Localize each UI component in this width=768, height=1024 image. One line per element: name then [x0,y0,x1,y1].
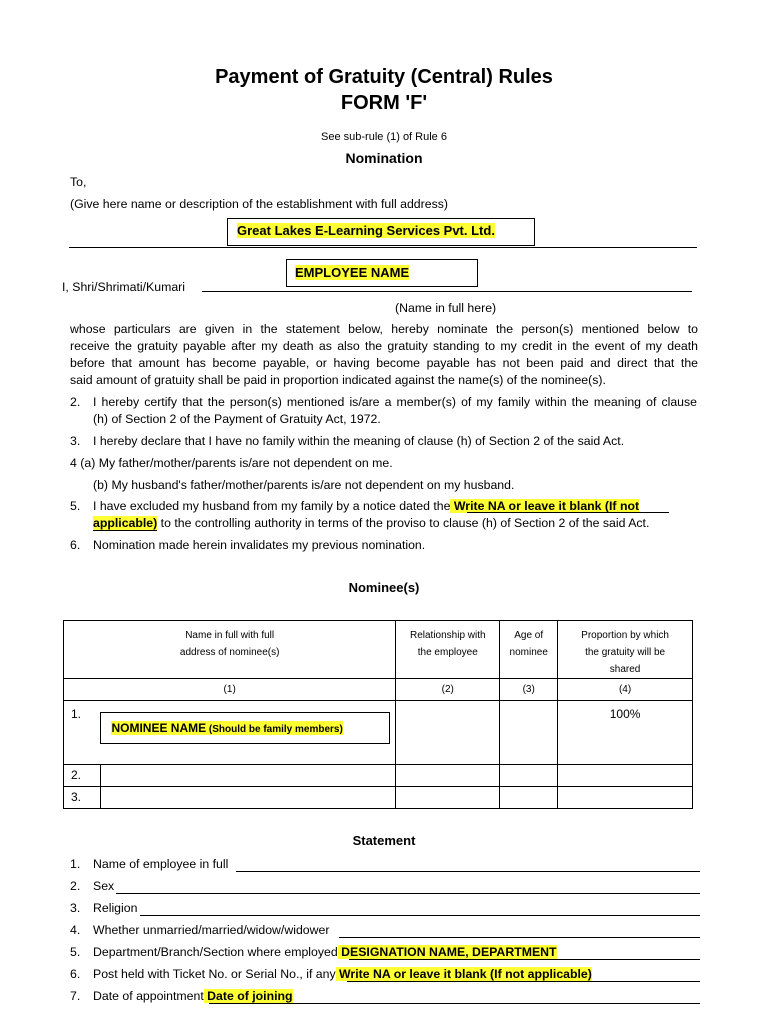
statement-label: Department/Branch/Section where employed [93,945,338,959]
row2-proportion [558,765,693,787]
statement-line-5 [349,959,700,960]
item5-line2 [93,515,649,532]
statement-line-7 [209,1003,700,1004]
item6-text: Nomination made herein invalidates my previous nomination. [93,538,426,552]
table-number-row [64,679,693,701]
para1-line2: receive the gratuity payable after my death as also the gratuity standing to my credit in the event of my death [70,339,698,353]
declarant-prefix: I, Shri/Shrimati/Kumari [62,280,185,294]
address-line [69,247,697,248]
item2-line2: (h) of Section 2 of the Payment of Gratuity Act, 1972. [93,412,381,426]
statement-line-2 [116,893,700,894]
statement-label: Whether unmarried/married/widow/widower [93,923,330,937]
statement-line-1 [236,871,700,872]
table-row [64,787,693,809]
nomination-heading: Nomination [345,150,423,166]
col-proportion-header: Proportion by which the gratuity will be shared [558,621,693,679]
form-title: Payment of Gratuity (Central) Rules [215,66,553,88]
row3-relationship [396,787,500,809]
nominee-name: NOMINEE NAME (Should be family members) [111,721,343,735]
col-number-3: (3) [500,679,558,701]
name-hint: (Name in full here) [395,301,497,315]
statement-number: 3. [70,901,81,915]
nominee-name-box [100,712,390,744]
establishment-name: Great Lakes E-Learning Services Pvt. Ltd. [237,223,495,238]
statement-number: 4. [70,923,81,937]
to-label: To, [70,175,87,189]
item2-line1: I hereby certify that the person(s) mentioned is/are a member(s) of my family within the meaning of clause [93,395,697,409]
statement-item-2 [70,879,114,895]
row2-relationship [396,765,500,787]
table-header-row [64,621,693,679]
row1-proportion: 100% [558,701,693,765]
row3-proportion [558,787,693,809]
item5-post-text: to the controlling authority in terms of the proviso to clause (h) of Section 2 of the said Act. [157,516,650,530]
statement-number: 1. [70,857,81,871]
col-name-header: Name in full with full address of nominee(s) [64,621,396,679]
address-instruction: (Give here name or description of the establishment with full address) [70,197,448,211]
nominees-heading: Nominee(s) [348,580,420,595]
form-name: FORM 'F' [340,92,428,114]
row2-number: 2. [64,765,101,787]
item2-number: 2. [70,395,81,409]
para1-line4: said amount of gratuity shall be paid in proportion indicated against the name(s) of the nominee(s). [70,373,606,387]
para1-line1: whose particulars are given in the statement below, hereby nominate the person(s) mentioned below to [70,322,698,336]
row3-number: 3. [64,787,101,809]
col-number-2: (2) [396,679,500,701]
employee-name-box [286,259,478,287]
col-number-4: (4) [558,679,693,701]
statement-item-3 [70,901,137,917]
department-value: DESIGNATION NAME, DEPARTMENT [337,945,557,959]
item5-number: 5. [70,499,81,513]
item5-underline-1 [467,512,669,513]
row2-age [500,765,558,787]
name-line [202,291,692,292]
statement-line-6 [347,981,700,982]
statement-label: Religion [93,901,138,915]
item6-number: 6. [70,538,81,552]
item3-text: I hereby declare that I have no family within the meaning of clause (h) of Section 2 of the said Act. [93,434,625,448]
establishment-box [227,218,535,246]
sub-rule-reference: See sub-rule (1) of Rule 6 [321,131,447,143]
statement-number: 6. [70,967,81,981]
col-relationship-header: Relationship with the employee [396,621,500,679]
row1-number: 1. [64,701,101,765]
statement-item-1 [70,857,228,873]
row1-name-cell [100,701,395,765]
item5-date-placeholder: Write NA or leave it blank (If not [450,499,640,513]
col-age-header: Age of nominee [500,621,558,679]
col-number-1: (1) [64,679,396,701]
statement-label: Post held with Ticket No. or Serial No., if any [93,967,336,981]
appointment-date-value: Date of joining [203,989,293,1003]
table-row [64,701,693,765]
statement-label: Name of employee in full [93,857,229,871]
statement-item-4 [70,923,329,939]
row3-name [100,787,395,809]
item5-pre-text: I have excluded my husband from my family by a notice dated the [93,499,451,513]
nominees-table [63,620,693,809]
row1-age [500,701,558,765]
statement-heading: Statement [352,833,416,848]
statement-line-3 [140,915,700,916]
statement-number: 2. [70,879,81,893]
item5-date-placeholder-cont: applicable) [93,516,158,530]
row1-relationship [396,701,500,765]
employee-name: EMPLOYEE NAME [295,265,410,280]
statement-label: Sex [93,879,115,893]
para1-line3: before that amount has become payable, or having become payable has not been paid and direct that the [70,356,698,370]
row2-name [100,765,395,787]
statement-line-4 [339,937,700,938]
statement-label: Date of appointment [93,989,204,1003]
statement-number: 7. [70,989,81,1003]
post-value: Write NA or leave it blank (If not applicable) [335,967,592,981]
item3-number: 3. [70,434,81,448]
row3-age [500,787,558,809]
item4b-text: (b) My husband's father/mother/parents is/are not dependent on my husband. [93,478,515,492]
item4a-text: 4 (a) My father/mother/parents is/are not dependent on me. [70,456,393,470]
statement-number: 5. [70,945,81,959]
table-row [64,765,693,787]
